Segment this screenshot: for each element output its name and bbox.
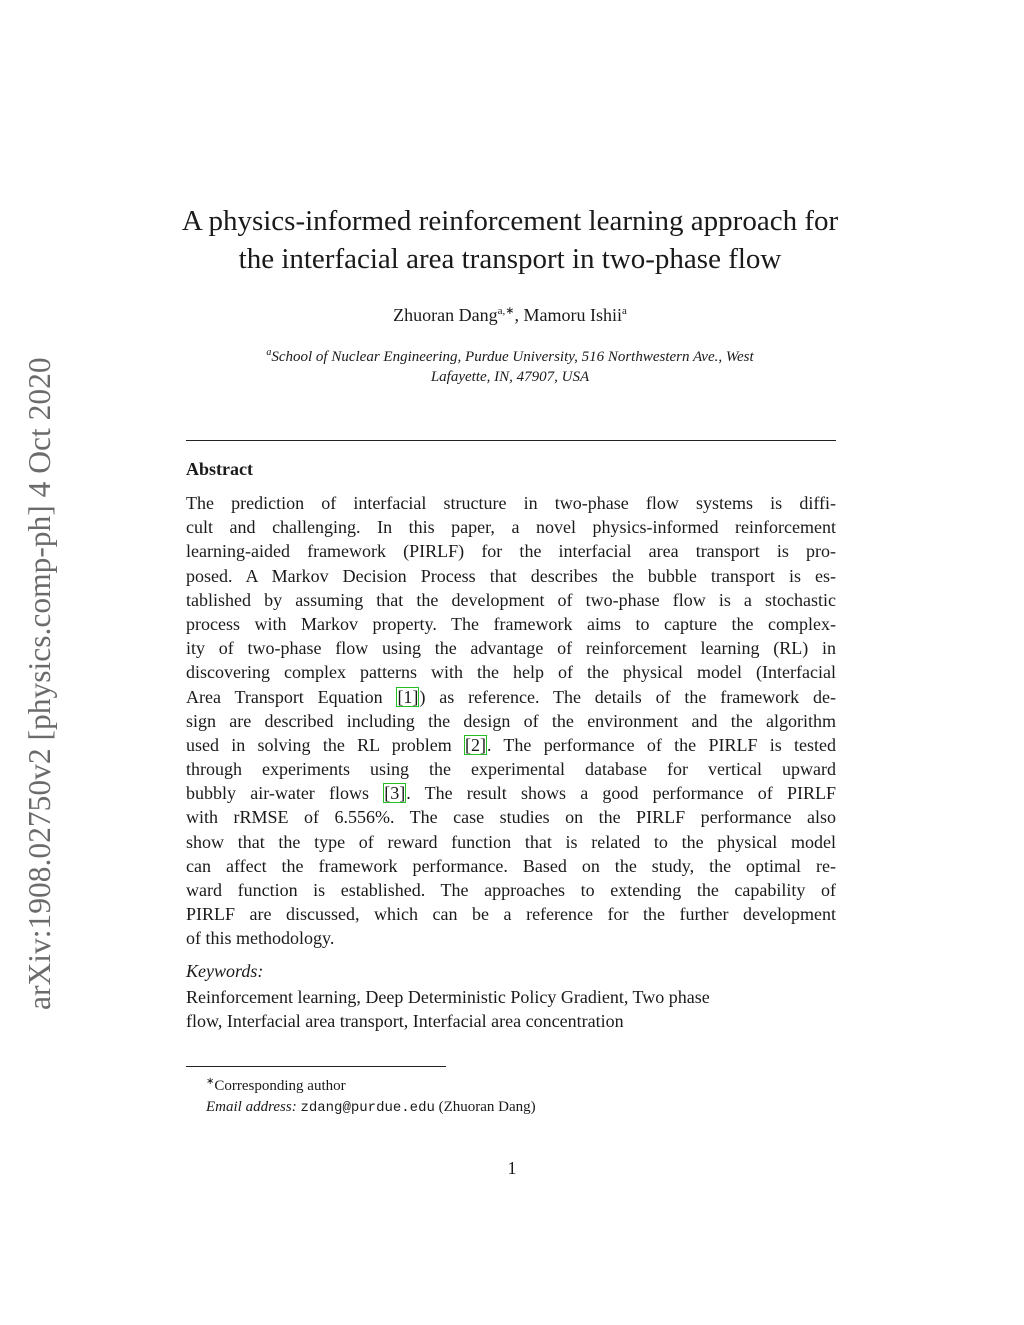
footnote <box>206 1071 536 1119</box>
author-separator: , <box>514 305 524 325</box>
affiliation-line-2: Lafayette, IN, 47907, USA <box>430 369 590 385</box>
affiliation <box>200 343 820 387</box>
abstract-line: sign are described including the design of the environment and the algorithm <box>186 710 836 731</box>
top-rule <box>186 440 836 441</box>
email-owner: (Zhuoran Dang) <box>438 1099 536 1115</box>
keywords-line-1: Reinforcement learning, Deep Deterministic Policy Gradient, Two phase <box>186 987 710 1007</box>
abstract-line: used in solving the RL problem [2]. The performance of the PIRLF is tested <box>186 734 837 755</box>
abstract-line: posed. A Markov Decision Process that describes the bubble transport is es- <box>186 565 836 586</box>
abstract-line: of this methodology. <box>186 928 335 949</box>
email-label: Email address: <box>206 1099 297 1115</box>
paper-title <box>150 202 870 278</box>
footnote-rule <box>186 1066 446 1067</box>
keywords-line-2: flow, Interfacial area transport, Interfacial area concentration <box>186 1011 624 1031</box>
affiliation-mark: a <box>266 347 272 358</box>
footnote-mark: ∗ <box>206 1076 215 1087</box>
abstract-line: bubbly air-water flows [3]. The result shows a good performance of PIRLF <box>186 783 836 804</box>
abstract-line: through experiments using the experimental database for vertical upward <box>186 759 836 780</box>
affiliation-line-1: School of Nuclear Engineering, Purdue University, 516 Northwestern Ave., West <box>271 349 754 365</box>
email-link[interactable]: zdang@purdue.edu <box>300 1100 435 1116</box>
citation-link-3[interactable]: [3] <box>384 783 406 804</box>
keywords <box>186 985 836 1033</box>
abstract-heading: Abstract <box>186 459 253 479</box>
author-list <box>150 304 870 326</box>
abstract-line: with rRMSE of 6.556%. The case studies on the PIRLF performance also <box>186 807 836 828</box>
abstract-line: Area Transport Equation [1]) as reference. The details of the framework de- <box>186 686 836 707</box>
abstract-line: learning-aided framework (PIRLF) for the interfacial area transport is pro- <box>186 541 836 562</box>
abstract-line: ity of two-phase flow using the advantage of reinforcement learning (RL) in <box>186 638 836 659</box>
abstract-line: The prediction of interfacial structure in two-phase flow systems is diffi- <box>186 493 836 513</box>
author-2-mark: a <box>621 305 627 317</box>
author-1-marks: a,∗ <box>497 305 515 317</box>
abstract-line: process with Markov property. The framework aims to capture the complex- <box>186 613 836 634</box>
title-line-2: the interfacial area transport in two-phase flow <box>238 243 782 275</box>
abstract-line: can affect the framework performance. Based on the study, the optimal re- <box>186 855 836 876</box>
abstract-body <box>186 491 836 951</box>
citation-link-2[interactable]: [2] <box>464 734 486 755</box>
citation-link-1[interactable]: [1] <box>397 686 419 707</box>
page-number: 1 <box>507 1158 517 1178</box>
arxiv-stamp: arXiv:1908.02750v2 [physics.comp-ph] 4 Oct 2020 <box>22 357 57 1010</box>
abstract-line: PIRLF are discussed, which can be a reference for the further development <box>186 904 836 925</box>
abstract-line: cult and challenging. In this paper, a novel physics-informed reinforcement <box>186 517 836 538</box>
corresponding-author-note: Corresponding author <box>214 1078 346 1094</box>
author-2: Mamoru Ishii <box>523 305 622 325</box>
author-1: Zhuoran Dang <box>393 305 498 325</box>
title-line-1: A physics-informed reinforcement learning approach for <box>181 205 839 237</box>
abstract-line: ward function is established. The approaches to extending the capability of <box>186 880 836 900</box>
abstract-line: tablished by assuming that the development of two-phase flow is a stochastic <box>186 589 836 610</box>
abstract-line: show that the type of reward function that is related to the physical model <box>186 831 836 852</box>
keywords-label: Keywords: <box>186 961 264 981</box>
abstract-line: discovering complex patterns with the help of the physical model (Interfacial <box>186 662 836 683</box>
